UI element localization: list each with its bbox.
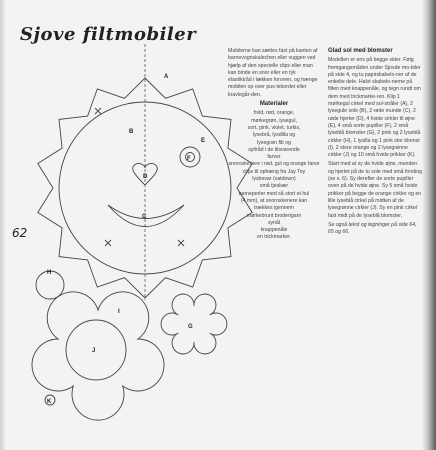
cross-marks <box>95 108 184 246</box>
section-heading: Glad sol med blomster <box>328 48 393 54</box>
page-number: 62 <box>12 226 28 240</box>
flower-piece-g <box>161 294 227 354</box>
materials-list <box>228 110 320 241</box>
label-a: A <box>164 74 169 80</box>
materials-item: clips til ophæng fra Jay Toy <box>242 168 306 175</box>
materials-item: lysbevar (vatdown) <box>252 176 296 183</box>
materials-item: mørkegrøn, lysegul, <box>251 117 297 124</box>
flower-piece-i <box>32 292 164 420</box>
label-b: B <box>129 129 134 135</box>
materials-item: sort, pink, violet, turkis, <box>247 124 301 131</box>
label-i: I <box>118 309 120 315</box>
materials-item: små tjeskær <box>259 183 289 190</box>
text-column-right <box>328 48 422 238</box>
sun-face-piece-b <box>59 102 231 274</box>
materials-item: barneperler med så stort et hul <box>238 190 310 197</box>
label-j: J <box>92 348 96 354</box>
materials-item: (4 mm), at snoroskenere kan <box>240 197 308 204</box>
circle-piece-j <box>66 320 126 380</box>
materials-item: hvid, rød, orange, <box>253 110 295 117</box>
intro-paragraph: Mobilerne kan sættes fast på kanten af barnevognskalechen eller vuggen ved hjælp af den specielle clips eller man kan binde en snor eller en tyk elastiktråd i lækken foroven, og hænge mobilen op over pus-lebordet eller kravlegår-den. <box>228 48 318 98</box>
materials-item: lysebrå, lysdilla og <box>252 132 296 139</box>
instructions-paragraph-1: Modellen er ens på begge sider. Følg fremgangsmåden under Sjovde mo-biler på side 4, og tu papirskabelo-ner af de enkelte dele. Halvt skabelo-nerne på filten med knappenåle, og tegn rundt om dem med trickmarke-ren. Klip 1 mørkegul cirkel med sol-stråler (A), 2 lysegule sole (B), 2 røde munde (C), 2 røde hjerter (D), 4 hvide cirkler til øjne (E), 4 små sorte pupiller (F), 2 små lyseblå blomster (G), 2 pink og 2 lyseblå cirkler (H), 1 lysilla og 1 pink stor blomst (I), 2 store orange og 2 lysegrønne cirkler (J) og 10 små hvide prikker (K). <box>328 57 421 159</box>
materials-heading: Materialer <box>259 101 289 108</box>
label-h: H <box>47 270 52 276</box>
materials-item: en trickmarker. <box>256 234 291 241</box>
materials-item: farver <box>267 154 281 161</box>
label-f: F <box>187 156 191 162</box>
materials-item: knappenåle <box>260 227 288 234</box>
text-column-left <box>228 48 320 242</box>
materials-item: trækkes igennem <box>254 205 294 212</box>
label-k: K <box>47 399 52 405</box>
label-e: E <box>201 138 206 144</box>
materials-item: snoroskenere i rød, gul og orange farve <box>228 161 320 168</box>
materials-item: synål <box>267 219 281 226</box>
label-g: G <box>188 324 193 330</box>
reference-note: Se også tekst og tegninger på side 64, 65 og 66. <box>328 221 417 236</box>
instructions-paragraph-2: Start med at sy de hvide øjne, munden og hjertet på de to sole med små forsting (se s. 6). Sy derefter de sorte pupiller oven på de hvide øjne. Sy 5 små hvide prikker på begge de orange cirkler og en lille lyseblå cirkel på midten af de lysegrønne cirkler (J). Sy en pink cirkel fast midt på de lyseblå blomster. <box>328 161 423 219</box>
materials-item: lysegrøn filt og <box>257 139 291 146</box>
label-c: C <box>142 214 147 220</box>
page-title: Sjove filtmobiler <box>20 24 197 45</box>
label-d: D <box>143 174 148 180</box>
materials-item: syltråd i de tilsvarende <box>248 146 300 153</box>
materials-item: mørkebrunt broderigarn <box>246 212 302 219</box>
